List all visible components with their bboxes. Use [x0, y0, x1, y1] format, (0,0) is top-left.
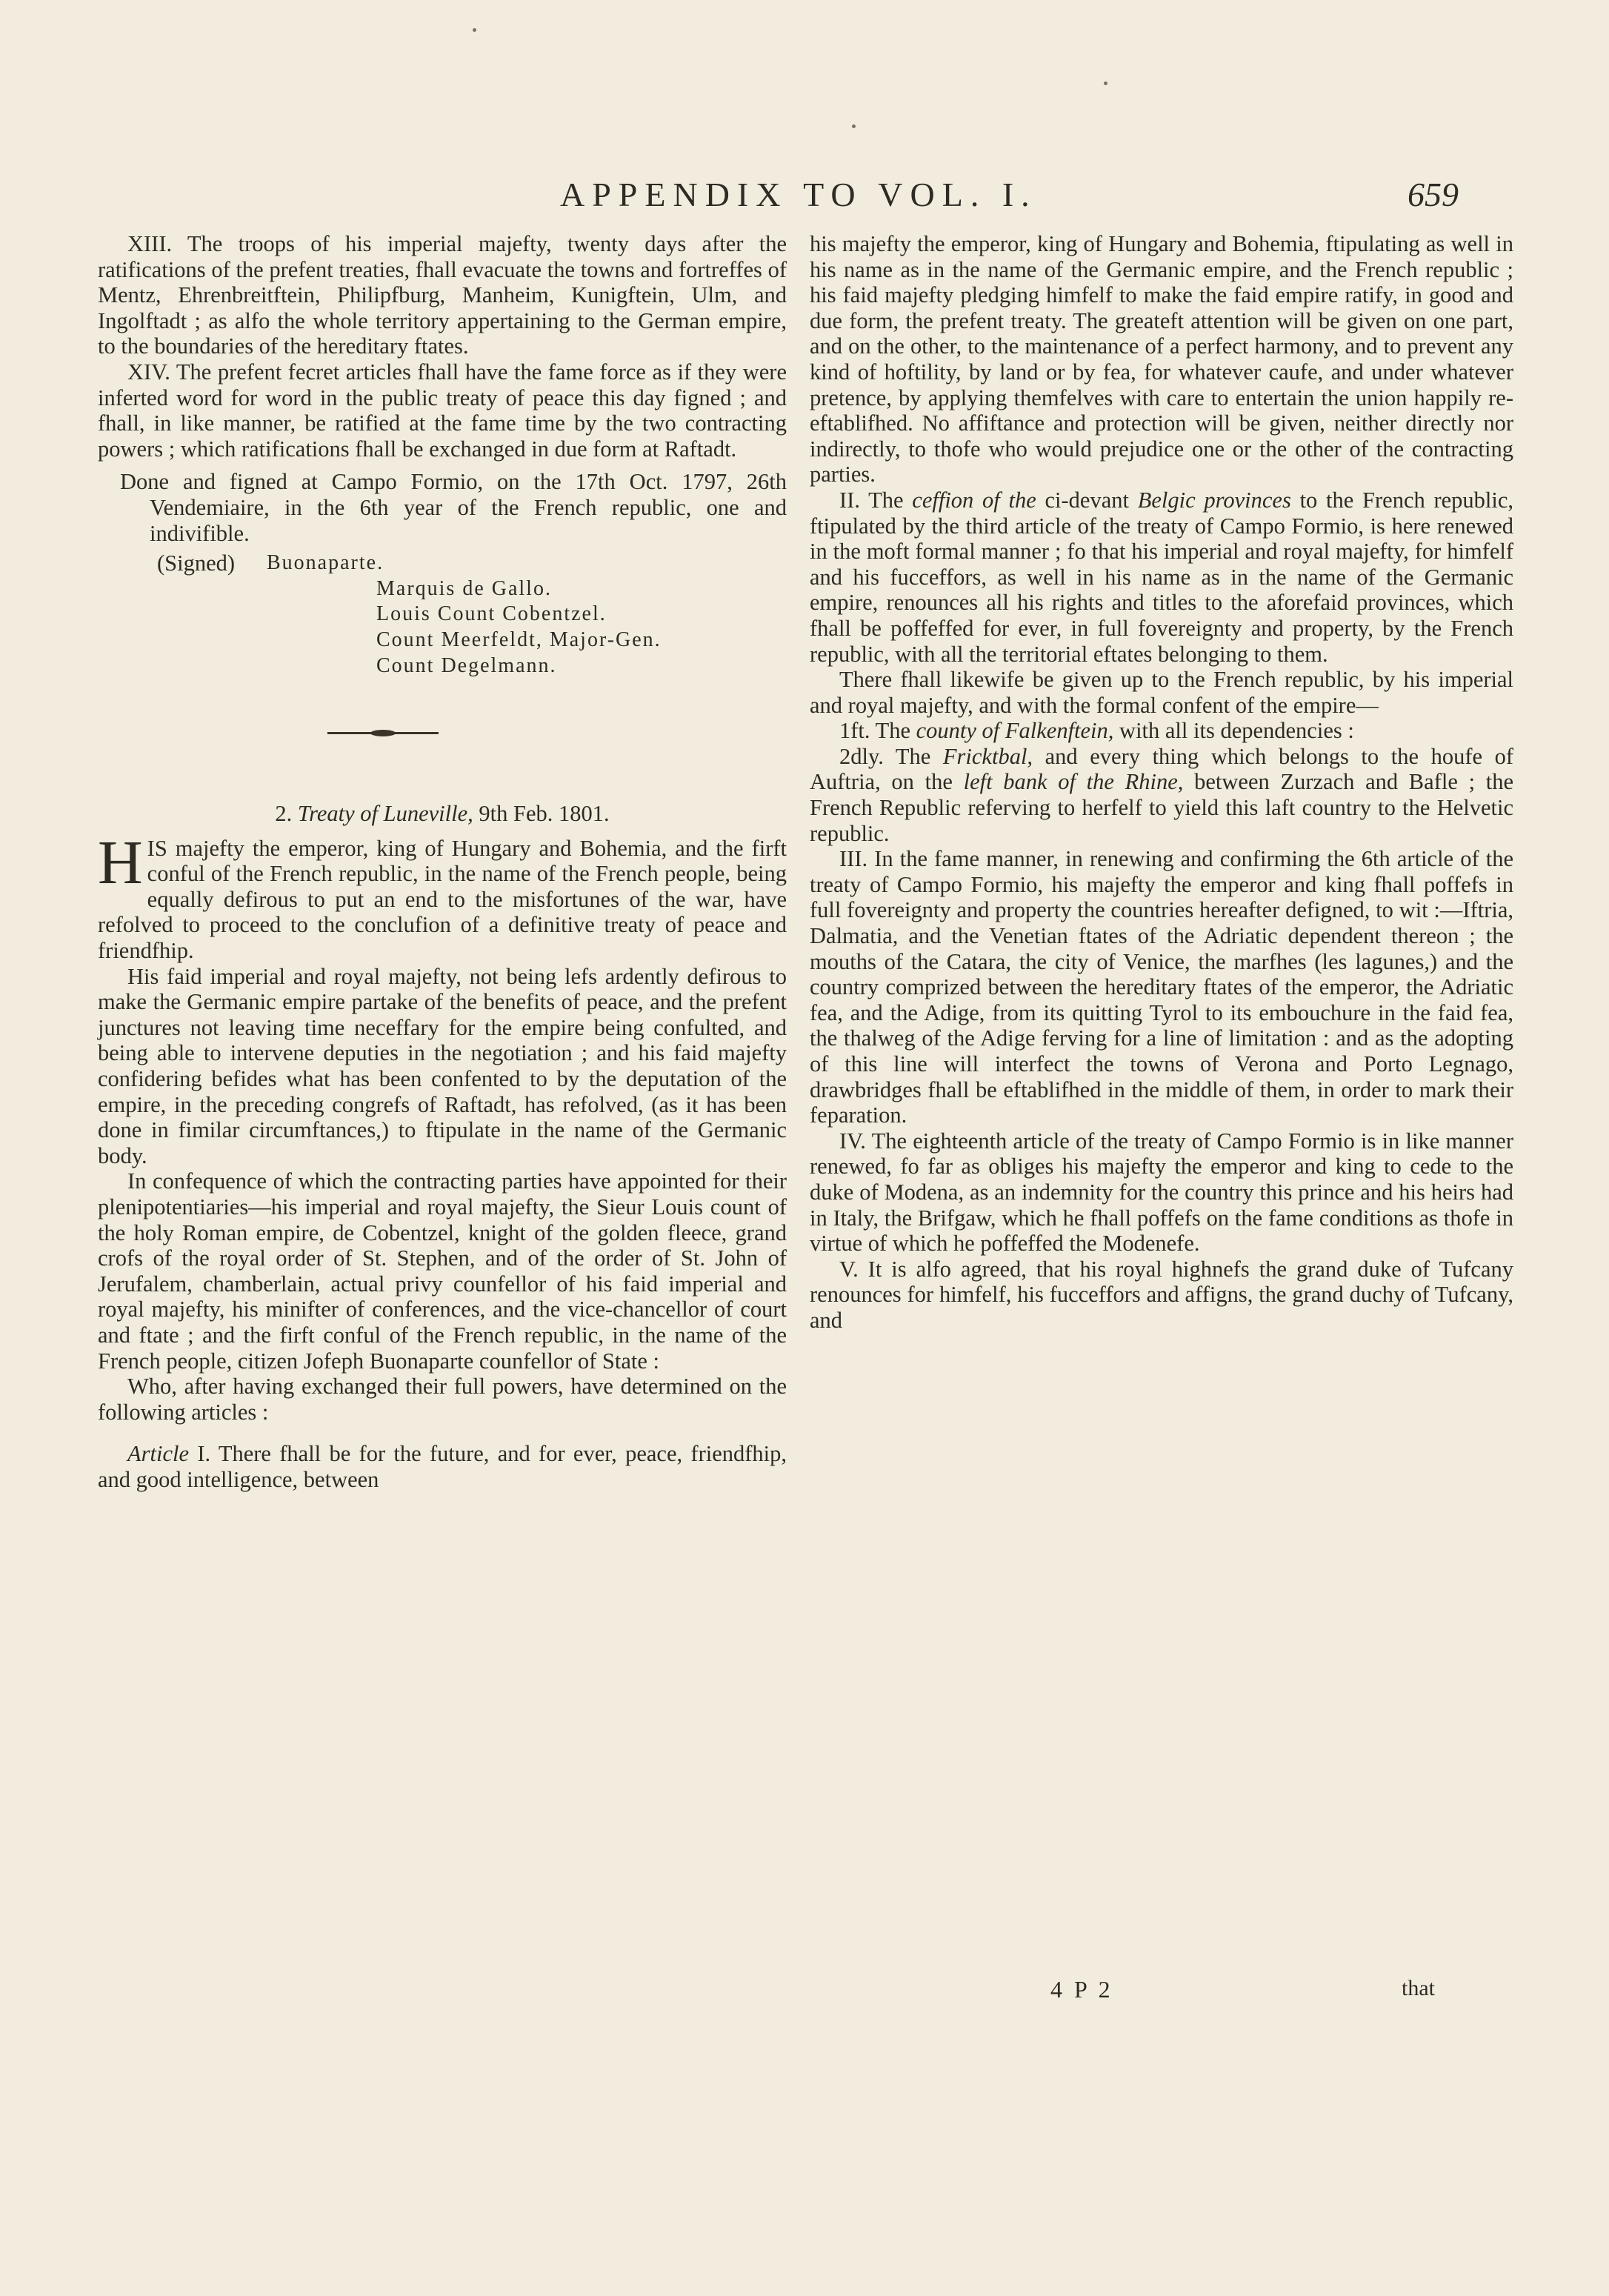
item-second-italic-a: Fricktbal, — [942, 743, 1033, 769]
signed-label: (Signed) — [157, 550, 236, 576]
paper-speck — [852, 124, 856, 128]
article-ii-text-a: II. The — [839, 487, 904, 513]
signature-block — [98, 550, 787, 679]
preamble-paragraph: IS majefty the emperor, king of Hungary and Bohemia, and the firft conful of the French republic, in the name of the French people, being equally defirous to put an end to the misfortunes of the war, have refolved to proceed to the conclufion of a definitive treaty of peace and friendfhip. — [98, 835, 787, 964]
article-ii-text-b: ci-devant — [1045, 487, 1129, 513]
signature-degelmann: Count Degelmann. — [376, 653, 557, 677]
signature-mark: 4 P 2 — [1050, 1976, 1113, 2003]
treaty-heading-date: 9th Feb. 1801. — [479, 801, 610, 827]
treaty-heading-title: Treaty of Luneville, — [297, 801, 473, 827]
said-majesty-paragraph: His faid imperial and royal majefty, not being lefs ardently defirous to make the Germanic empire partake of the benefits of peace, and the prefent junctures not leaving time neceffary for the empire being confulted, and being able to intervene deputies in the negotiation ; and his faid majefty confidering befides what has been confented to by the deputation of the empire, in the preceding congrefs of Raftadt, has refolved, (as it has been done in fimilar circumftances,) to ftipulate in the name of the Germanic body. — [98, 963, 787, 1168]
treaty-heading-number: 2. — [275, 801, 293, 827]
signature-buonaparte: Buonaparte. — [267, 551, 384, 575]
signature-cobentzel: Louis Count Cobentzel. — [376, 602, 607, 626]
signature-meerfeldt: Count Meerfeldt, Major-Gen. — [376, 628, 662, 651]
page-number: 659 — [1408, 176, 1459, 213]
running-title: APPENDIX TO VOL. I. — [560, 176, 1037, 213]
left-column — [98, 231, 787, 1493]
article-xiv: XIV. The prefent fecret articles fhall have the fame force as if they were inferted word for word in the public treaty of peace this day figned ; and fhall, in like manner, be ratified at the fame time by the two contracting powers ; which ratifications fhall be exchanged in due form at Raftadt. — [98, 359, 787, 462]
catchword: that — [1402, 1976, 1435, 2000]
article-ii-italic-a: ceffion of the — [912, 487, 1036, 513]
article-i-continued: his majefty the emperor, king of Hungary and Bohemia, ftipulating as well in his name as in the name of the Germanic empire, and the French republic ; his faid majefty pledging himfelf to make the faid empire ratify, in good and due form, the prefent treaty. The greateft attention will be given on one part, and on the other, to the maintenance of a perfect harmony, and to prevent any kind of hoftility, by land or by fea, for whatever caufe, and under whatever pretence, by applying themfelves with care to entertain the union happily re-eftablifhed. No affiftance and protection will be given, neither directly nor indirectly, to thofe who would prejudice one or the other of the contracting parties. — [810, 231, 1513, 488]
article-i — [98, 1441, 787, 1492]
article-xiii: XIII. The troops of his imperial majefty, twenty days after the ratifications of the prefent treaties, fhall evacuate the towns and fortreffes of Mentz, Ehrenbreitftein, Philipfburg, Manheim, Kunigftein, Ulm, and Ingolftadt ; as alfo the whole territory appertaining to the German empire, to the boundaries of the hereditary ftates. — [98, 231, 787, 359]
item-second — [810, 744, 1513, 846]
article-ii-italic-b: Belgic provinces — [1137, 487, 1291, 513]
item-first-text-a: 1ft. The — [839, 718, 910, 744]
who-paragraph: Who, after having exchanged their full powers, have determined on the following articles : — [98, 1374, 787, 1425]
article-i-text: I. There fhall be for the future, and for ever, peace, friendfhip, and good intelligence, between — [98, 1441, 787, 1492]
article-ii-text-c: to the French republic, ftipulated by the third article of the treaty of Campo Formio, is here renewed in the moft formal manner ; fo that his imperial and royal majefty, for himfelf and his fucceffors, as well in his name as in the name of the Germanic empire, renounces all his rights and titles to the aforefaid provinces, which fhall be poffeffed for ever, in full fovereignty and property, by the French republic, with all the territorial eftates belonging to them. — [810, 487, 1514, 667]
article-iii: III. In the fame manner, in renewing and confirming the 6th article of the treaty of Campo Formio, his majefty the emperor and king fhall poffefs in full fovereignty and property the countries hereafter defigned, to wit :—Iftria, Dalmatia, and the Venetian ftates of the Adriatic dependent thereon ; the mouths of the Catara, the city of Venice, the marfhes (les lagunes,) and the country comprized between the hereditary ftates of the emperor, the Adriatic fea, and the Adige, from its quitting Tyrol to its embouchure in the faid fea, the thalweg of the Adige ferving for a line of limitation : and as the adopting of this line will interfect the towns of Verona and Porto Legnago, drawbridges fhall be eftablifhed in the middle of them, in order to mark their feparation. — [810, 846, 1513, 1128]
drop-cap: H — [98, 828, 143, 897]
running-header — [0, 175, 1609, 219]
paper-speck — [473, 28, 476, 32]
item-first — [810, 718, 1513, 744]
paper-speck — [1104, 81, 1107, 85]
item-second-italic-b: left bank of the Rhine, — [963, 769, 1184, 795]
item-first-italic: county of Falkenftein, — [916, 718, 1114, 744]
plenipotentiaries-paragraph: In confequence of which the contracting parties have appointed for their plenipotentiaries—his imperial and royal majefty, the Sieur Louis count of the holy Roman empire, de Cobentzel, knight of the golden fleece, grand crofs of the royal order of St. Stephen, and of the order of St. John of Jerufalem, chamberlain, actual privy counfellor of his faid imperial and royal majefty, his minifter of conferences, and the vice-chancellor of court and ftate ; and the firft conful of the French republic, in the name of the French people, citizen Jofeph Buonaparte counfellor of State : — [98, 1168, 787, 1374]
treaty-heading — [98, 801, 787, 827]
done-and-signed: Done and figned at Campo Formio, on the 17th Oct. 1797, 26th Vendemiaire, in the 6th year of the French republic, one and indivifible. — [120, 469, 787, 546]
cession-paragraph: There fhall likewife be given up to the French republic, by his imperial and royal majefty, and with the formal confent of the empire— — [810, 667, 1513, 718]
article-label: Article — [127, 1441, 189, 1467]
right-column — [810, 231, 1513, 1334]
signature-gallo: Marquis de Gallo. — [376, 576, 552, 600]
item-second-text-a: 2dly. The — [839, 743, 931, 769]
article-ii — [810, 488, 1513, 667]
section-divider — [327, 732, 439, 734]
article-iv: IV. The eighteenth article of the treaty of Campo Formio is in like manner renewed, fo far as obliges his majefty the emperor and king to cede to the duke of Modena, as an indemnity for the country this prince and his heirs had in Italy, the Brifgaw, which he fhall poffefs on the fame conditions as thofe in virtue of which he poffeffed the Modenefe. — [810, 1128, 1513, 1257]
item-first-text-b: with all its dependencies : — [1119, 718, 1354, 744]
item-second-text-b: and every thing which belongs to the houfe of Auftria, on the — [810, 743, 1514, 795]
item-second-text-c: between Zurzach and Bafle ; the French Republic referving to herfelf to yield this laft country to the Helvetic republic. — [810, 769, 1514, 846]
article-v: V. It is alfo agreed, that his royal highnefs the grand duke of Tufcany renounces for himfelf, his fucceffors and affigns, the grand duchy of Tufcany, and — [810, 1256, 1513, 1333]
